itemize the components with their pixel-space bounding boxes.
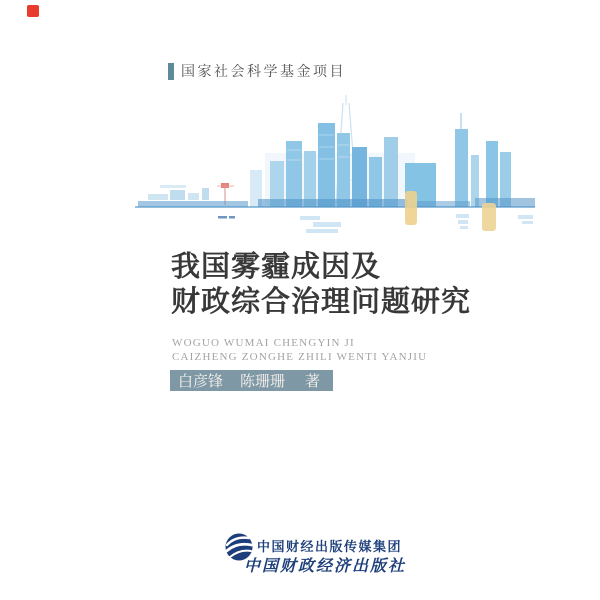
- funding-accent-bar: [168, 63, 174, 80]
- author-role: 著: [305, 374, 321, 390]
- author-name-1: 白彦锋: [178, 374, 224, 390]
- pinyin-line-1: WOGUO WUMAI CHENGYIN JI: [172, 337, 355, 349]
- pinyin-line-2: CAIZHENG ZONGHE ZHILI WENTI YANJIU: [172, 351, 428, 363]
- publisher-block: [0, 531, 600, 576]
- author-bar: [170, 370, 333, 391]
- red-marker: [27, 5, 39, 17]
- book-title: [171, 250, 471, 320]
- title-line-1: 我国雾霾成因及: [171, 251, 382, 283]
- funding-badge: [168, 61, 346, 81]
- city-skyline-illustration: [130, 95, 540, 240]
- publisher-group-name: 中国财经出版传媒集团: [257, 539, 403, 554]
- publisher-press-name: 中国财政经济出版社: [244, 558, 407, 575]
- funding-label: 国家社会科学基金项目: [181, 65, 346, 80]
- author-name-2: 陈珊珊: [240, 374, 286, 390]
- title-pinyin: [172, 336, 427, 364]
- title-line-2: 财政综合治理问题研究: [171, 286, 472, 318]
